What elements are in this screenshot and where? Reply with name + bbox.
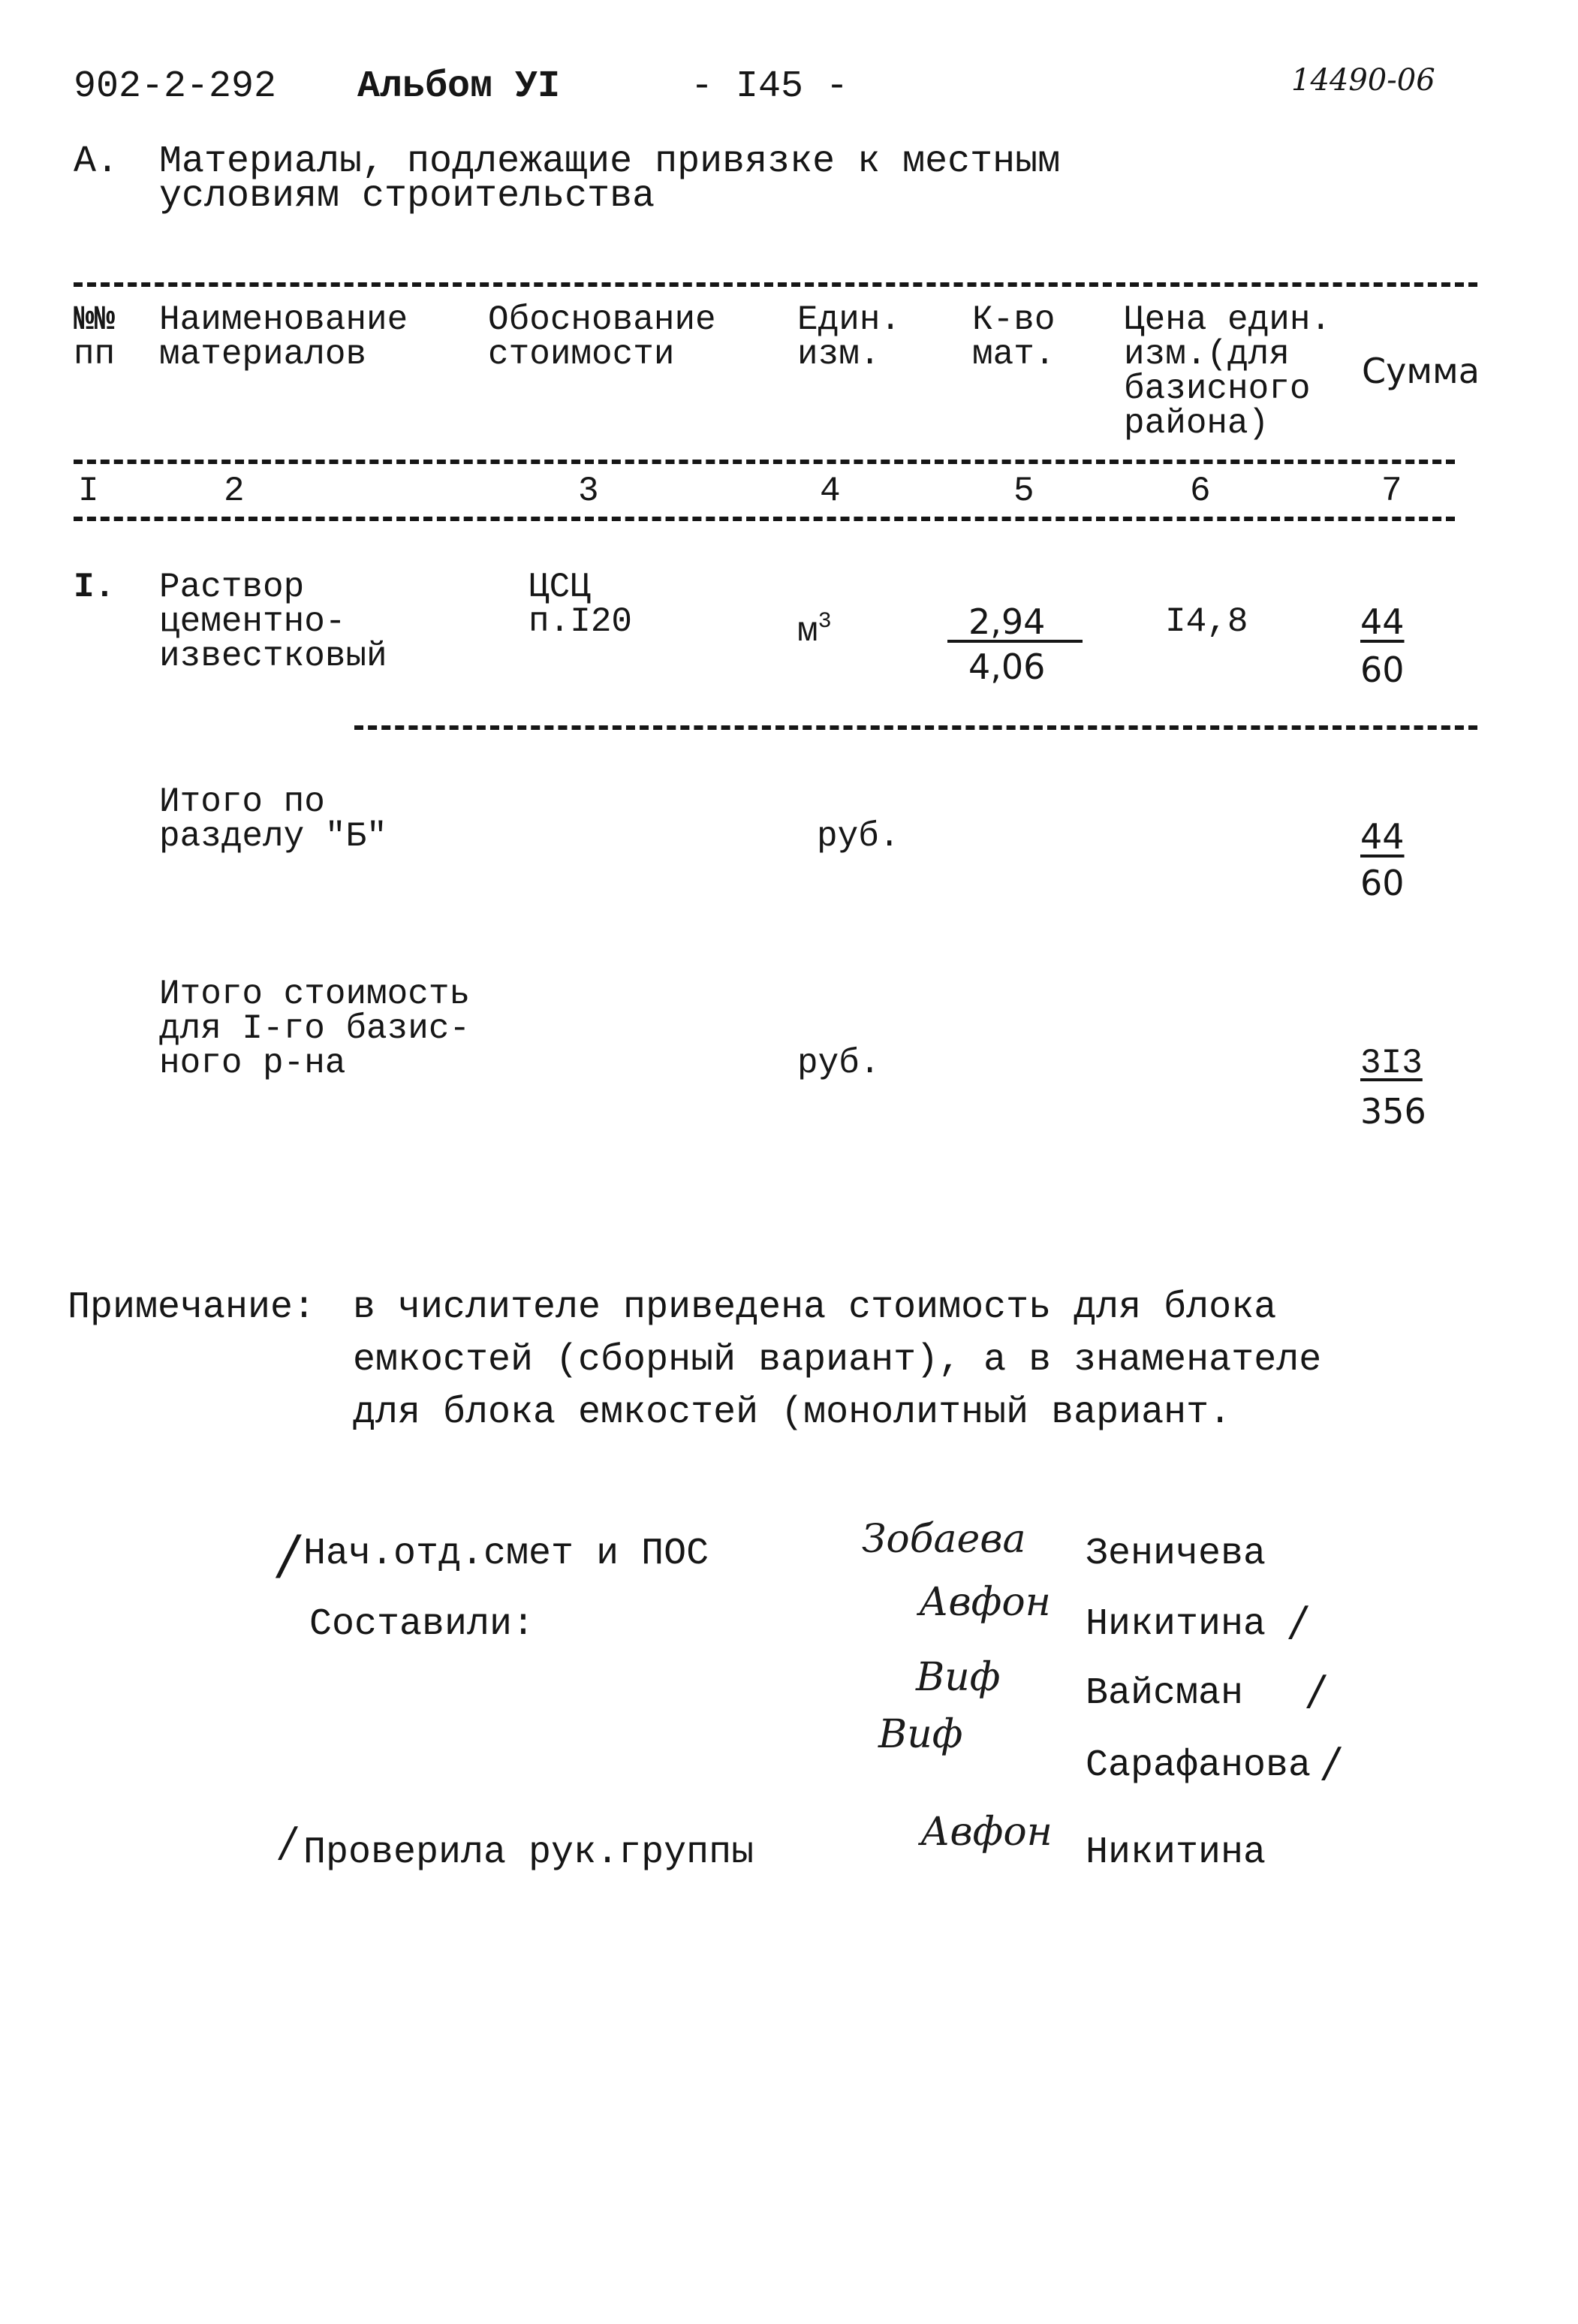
name-vaisman: Вайсман xyxy=(1086,1672,1244,1715)
colnum-2: 2 xyxy=(224,472,245,511)
row-sum-numerator: 44 xyxy=(1360,601,1405,642)
colnum-3: 3 xyxy=(578,472,599,511)
header-qty-line2: мат. xyxy=(972,335,1056,374)
row-unit xyxy=(797,604,832,650)
header-unit-line1: Един. xyxy=(797,300,902,339)
row-qty-fraction-bar xyxy=(947,640,1083,643)
note-label: Примечание: xyxy=(68,1286,316,1329)
header-basis-line1: Обоснование xyxy=(488,300,716,339)
signature-sarafanova: Виф xyxy=(878,1712,963,1757)
total-cost-label-line2: для I-го базис- xyxy=(159,1009,471,1048)
name-nikitina: Никитина xyxy=(1086,1603,1266,1646)
row-qty-numerator: 2,94 xyxy=(968,601,1046,642)
tick-mark: / xyxy=(279,1524,297,1586)
table-top-rule xyxy=(74,282,1477,287)
header-name-line2: материалов xyxy=(159,335,367,374)
header-basis-line2: стоимости xyxy=(488,335,675,374)
header-bottom-rule xyxy=(74,460,1455,464)
tick-mark: / xyxy=(1324,1739,1339,1786)
section-title-line1: Материалы, подлежащие привязке к местным xyxy=(159,140,1061,183)
row-unit-exponent: 3 xyxy=(818,609,832,635)
signature-vaisman: Виф xyxy=(916,1655,1001,1700)
note-line2: емкостей (сборный вариант), а в знаменателе xyxy=(353,1339,1322,1382)
row-name-line3: известковый xyxy=(159,637,387,676)
tick-mark: / xyxy=(281,1819,295,1866)
total-cost-label-line1: Итого стоимость xyxy=(159,975,471,1014)
header-price-line2: изм.(для xyxy=(1124,335,1290,374)
row-bottom-rule xyxy=(354,725,1477,730)
header-qty-line1: К-во xyxy=(972,300,1056,339)
page-number: - I45 - xyxy=(691,65,849,108)
doc-number: 902-2-292 xyxy=(74,65,277,108)
header-name-line1: Наименование xyxy=(159,300,408,339)
row-basis-line2: п.I20 xyxy=(529,602,633,641)
tick-mark: / xyxy=(1309,1667,1324,1714)
note-line1: в числителе приведена стоимость для блока xyxy=(353,1286,1277,1329)
total-cost-unit: руб. xyxy=(797,1044,881,1083)
signature-zenicheva: Зобаева xyxy=(862,1517,1026,1562)
row-basis-line1: ЦСЦ xyxy=(529,568,591,607)
header-price-line1: Цена един. xyxy=(1124,300,1332,339)
name-zenicheva: Зеничева xyxy=(1086,1533,1266,1575)
column-numbers-rule xyxy=(74,517,1455,521)
tick-mark: / xyxy=(1291,1598,1305,1645)
total-cost-sum-denominator: 356 xyxy=(1360,1091,1426,1132)
row-name-line2: цементно- xyxy=(159,602,346,641)
row-sum-denominator: 60 xyxy=(1360,650,1405,690)
colnum-4: 4 xyxy=(820,472,841,511)
checked-label: Проверила рук.группы xyxy=(303,1831,754,1874)
dept-head-label: Нач.отд.смет и ПОС xyxy=(303,1533,709,1575)
row-qty-denominator: 4,06 xyxy=(968,647,1046,687)
row-name-line1: Раствор xyxy=(159,568,305,607)
header-num-line2: пп xyxy=(74,335,116,374)
header-sum: Сумма xyxy=(1362,351,1480,391)
row-num: I. xyxy=(74,568,116,607)
colnum-7: 7 xyxy=(1381,472,1402,511)
section-title-line2: условиям строительства xyxy=(159,175,655,218)
header-price-line3: базисного xyxy=(1124,369,1311,408)
total-section-label-line1: Итого по xyxy=(159,782,325,821)
header-unit-line2: изм. xyxy=(797,335,881,374)
total-cost-sum-numerator: 3I3 xyxy=(1360,1044,1423,1083)
section-letter: А. xyxy=(74,140,119,183)
total-section-sum-denominator: 60 xyxy=(1360,863,1405,903)
name-checker: Никитина xyxy=(1086,1831,1266,1874)
colnum-6: 6 xyxy=(1190,472,1211,511)
row-unit-base: м xyxy=(797,612,818,651)
row-price: I4,8 xyxy=(1165,602,1248,641)
total-section-label-line2: разделу "Б" xyxy=(159,817,387,856)
total-cost-label-line3: ного р-на xyxy=(159,1044,346,1083)
signature-nikitina: Авфон xyxy=(919,1580,1051,1625)
colnum-5: 5 xyxy=(1013,472,1034,511)
album-label: Альбом УI xyxy=(357,65,561,108)
name-sarafanova: Сарафанова xyxy=(1086,1744,1311,1787)
total-section-unit: руб. xyxy=(817,817,900,856)
signature-checker: Авфон xyxy=(920,1810,1053,1855)
note-line3: для блока емкостей (монолитный вариант. xyxy=(353,1391,1232,1434)
compiled-label: Составили: xyxy=(309,1603,535,1646)
total-section-sum-numerator: 44 xyxy=(1360,816,1405,857)
colnum-1: I xyxy=(78,472,99,511)
header-price-line4: района) xyxy=(1124,404,1269,443)
inventory-number: 14490-06 xyxy=(1291,63,1435,98)
header-num-line1: №№ xyxy=(74,300,116,339)
